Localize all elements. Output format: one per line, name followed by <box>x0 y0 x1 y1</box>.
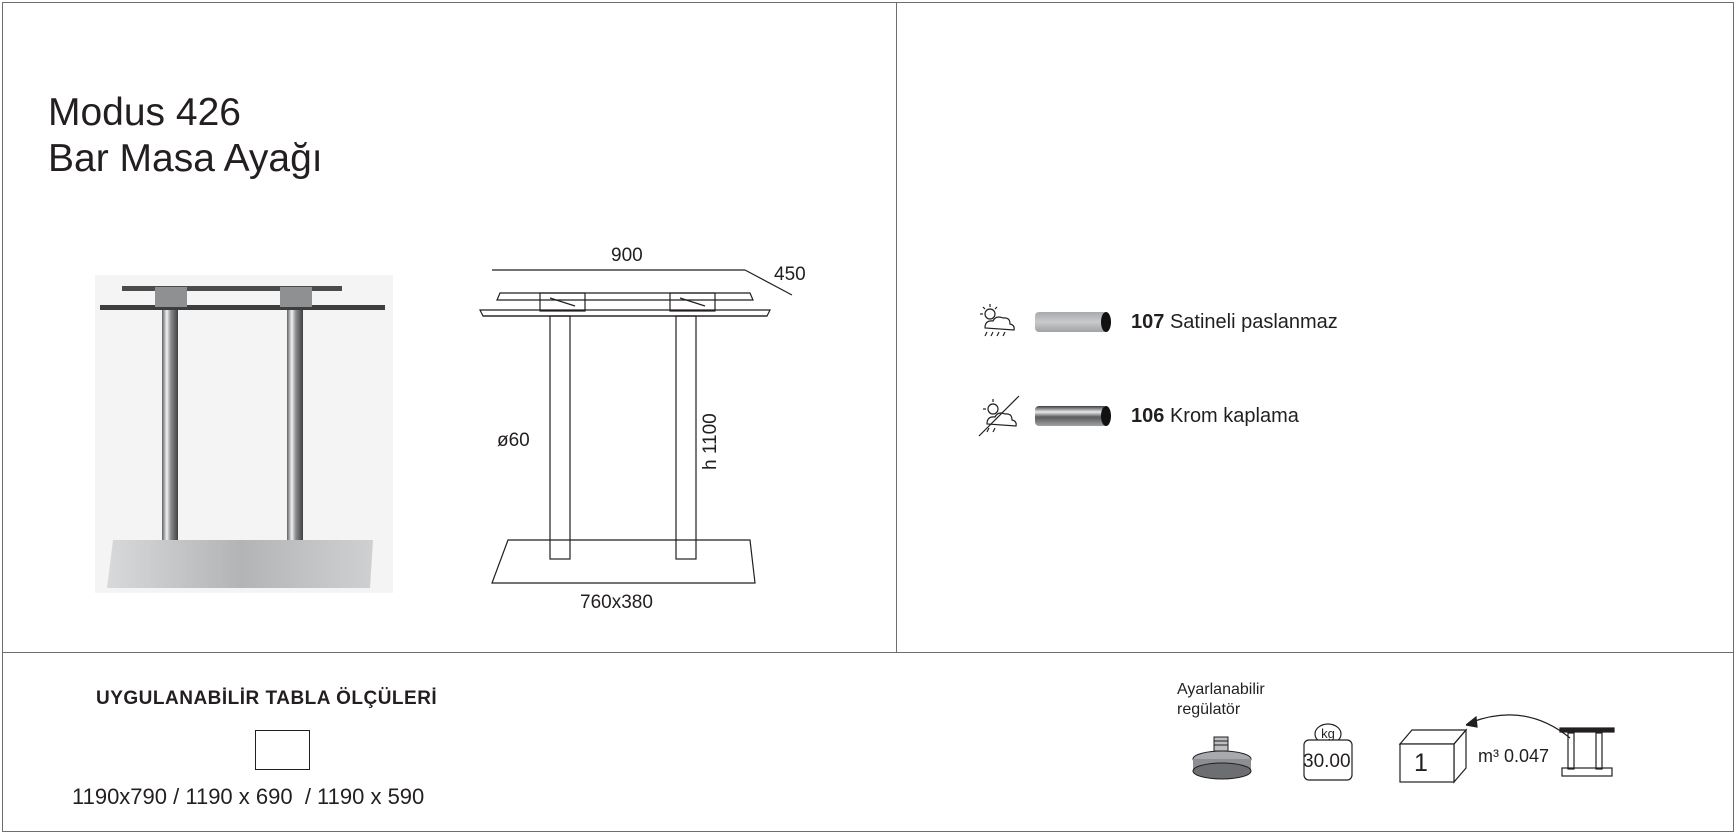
product-title-line1: Modus 426 <box>48 91 241 134</box>
weather-resistant-icon <box>975 302 1021 342</box>
weight-value: 30.00 <box>1303 751 1351 772</box>
product-title <box>48 90 323 182</box>
finish-label-satin <box>1131 311 1338 334</box>
satin-steel-tube-icon <box>1033 309 1113 335</box>
finish-name-satin: Satineli paslanmaz <box>1169 310 1338 333</box>
product-photo <box>95 270 395 595</box>
product-title-line2: Bar Masa Ayağı <box>48 137 323 180</box>
dimension-diameter: ø60 <box>497 430 530 451</box>
dimension-height: h 1100 <box>700 413 721 470</box>
weight-unit: kg <box>1321 726 1335 741</box>
package-count: 1 <box>1414 749 1428 777</box>
not-weather-resistant-icon <box>975 394 1021 438</box>
finish-code-chrome: 106 <box>1131 404 1165 427</box>
table-sizes-heading: UYGULANABİLİR TABLA ÖLÇÜLERİ <box>96 688 438 709</box>
chrome-tube-icon <box>1033 403 1113 429</box>
table-sizes-list: 1190x790 / 1190 x 690 / 1190 x 590 <box>72 784 425 809</box>
leveling-foot-icon <box>1190 735 1254 783</box>
finish-row-satin <box>975 302 1338 342</box>
table-top-shape-icon <box>255 730 310 770</box>
table-base-thumbnail <box>1556 726 1618 778</box>
package-box-icon <box>1398 726 1470 784</box>
finish-label-chrome <box>1131 405 1299 428</box>
dimension-base: 760x380 <box>580 592 653 613</box>
finish-code-satin: 107 <box>1131 310 1165 333</box>
dimension-width: 900 <box>611 245 643 266</box>
finish-row-chrome <box>975 396 1299 436</box>
regulator-label <box>1177 680 1265 720</box>
dimension-depth: 450 <box>774 264 806 285</box>
regulator-label-line1: Ayarlanabilir <box>1177 681 1265 698</box>
regulator-label-line2: regülatör <box>1177 701 1241 718</box>
technical-drawing <box>470 240 820 600</box>
package-volume: m³ 0.047 <box>1478 746 1550 766</box>
finish-name-chrome: Krom kaplama <box>1169 404 1299 427</box>
